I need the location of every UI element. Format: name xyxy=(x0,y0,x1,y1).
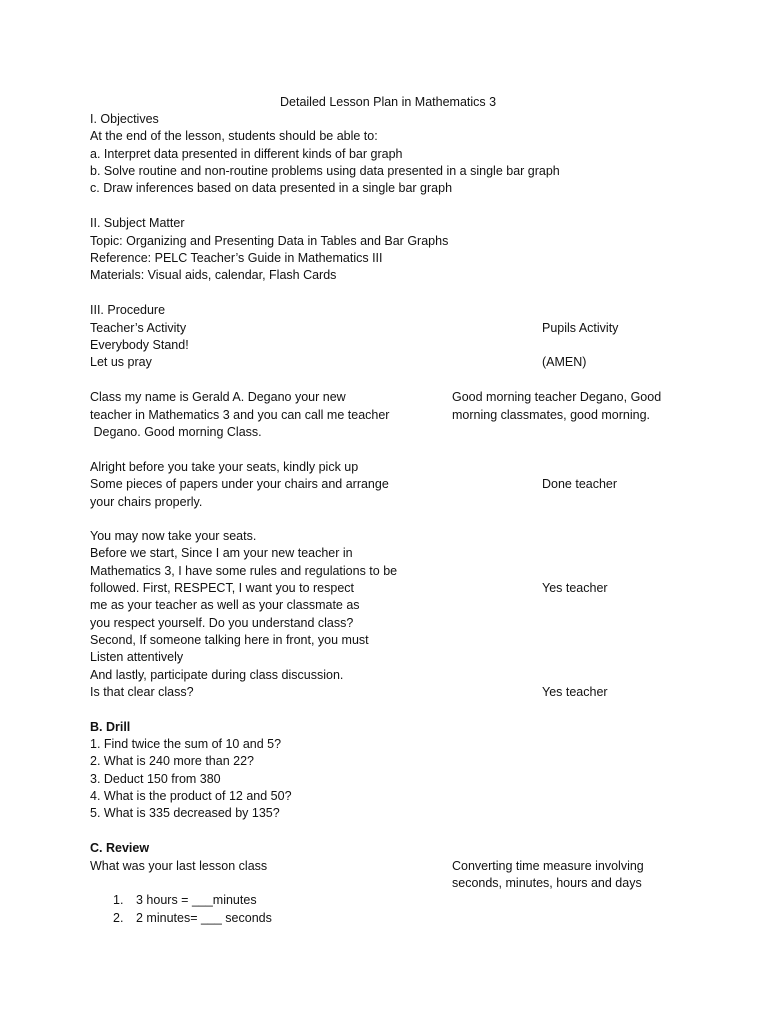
pupil-response: Converting time measure involving xyxy=(452,859,644,873)
teacher-line: Some pieces of papers under your chairs and arrange xyxy=(90,477,389,491)
pupil-response: seconds, minutes, hours and days xyxy=(452,876,642,890)
pupil-response: Good morning teacher Degano, Good xyxy=(452,390,662,404)
objective-item: c. Draw inferences based on data presented in a single bar graph xyxy=(90,181,453,195)
teacher-line: Mathematics 3, I have some rules and regulations to be xyxy=(90,564,398,578)
teacher-activity-header: Teacher’s Activity xyxy=(90,321,187,335)
review-list-number: 1. xyxy=(113,893,124,907)
teacher-line: Everybody Stand! xyxy=(90,338,189,352)
teacher-line: Degano. Good morning Class. xyxy=(90,425,262,439)
drill-item: 4. What is the product of 12 and 50? xyxy=(90,789,292,803)
drill-item: 1. Find twice the sum of 10 and 5? xyxy=(90,737,282,751)
pupils-activity-header: Pupils Activity xyxy=(542,321,619,335)
teacher-line: your chairs properly. xyxy=(90,495,203,509)
document-title: Detailed Lesson Plan in Mathematics 3 xyxy=(280,95,497,109)
teacher-line: Is that clear class? xyxy=(90,685,194,699)
teacher-line: And lastly, participate during class discussion. xyxy=(90,668,344,682)
pupil-response: Done teacher xyxy=(542,477,618,491)
review-heading: C. Review xyxy=(90,841,150,855)
objective-item: b. Solve routine and non-routine problems using data presented in a single bar graph xyxy=(90,164,560,178)
objectives-heading: I. Objectives xyxy=(90,112,159,126)
teacher-line: Class my name is Gerald A. Degano your new xyxy=(90,390,346,404)
teacher-line: Listen attentively xyxy=(90,650,184,664)
teacher-line: You may now take your seats. xyxy=(90,529,257,543)
subject-matter-heading: II. Subject Matter xyxy=(90,216,185,230)
subject-reference: Reference: PELC Teacher’s Guide in Mathematics III xyxy=(90,251,383,265)
review-question: What was your last lesson class xyxy=(90,859,268,873)
teacher-line: Alright before you take your seats, kindly pick up xyxy=(90,460,359,474)
objectives-intro: At the end of the lesson, students should be able to: xyxy=(90,129,378,143)
review-list-item: 3 hours = ___minutes xyxy=(136,893,257,907)
teacher-line: me as your teacher as well as your classmate as xyxy=(90,598,360,612)
teacher-line: Before we start, Since I am your new teacher in xyxy=(90,546,353,560)
pupil-response: Yes teacher xyxy=(542,581,608,595)
drill-item: 5. What is 335 decreased by 135? xyxy=(90,806,280,820)
subject-materials: Materials: Visual aids, calendar, Flash Cards xyxy=(90,268,337,282)
review-list-number: 2. xyxy=(113,911,124,925)
teacher-line: followed. First, RESPECT, I want you to respect xyxy=(90,581,354,595)
objective-item: a. Interpret data presented in different kinds of bar graph xyxy=(90,147,403,161)
drill-item: 2. What is 240 more than 22? xyxy=(90,754,254,768)
drill-heading: B. Drill xyxy=(90,720,131,734)
subject-topic: Topic: Organizing and Presenting Data in Tables and Bar Graphs xyxy=(90,234,449,248)
pupil-response: morning classmates, good morning. xyxy=(452,408,651,422)
teacher-line: Second, If someone talking here in front, you must xyxy=(90,633,369,647)
teacher-line: teacher in Mathematics 3 and you can call me teacher xyxy=(90,408,390,422)
review-list-item: 2 minutes= ___ seconds xyxy=(136,911,272,925)
teacher-line: Let us pray xyxy=(90,355,152,369)
drill-item: 3. Deduct 150 from 380 xyxy=(90,772,221,786)
teacher-line: you respect yourself. Do you understand class? xyxy=(90,616,354,630)
procedure-heading: III. Procedure xyxy=(90,303,166,317)
pupil-response: (AMEN) xyxy=(542,355,587,369)
pupil-response: Yes teacher xyxy=(542,685,608,699)
